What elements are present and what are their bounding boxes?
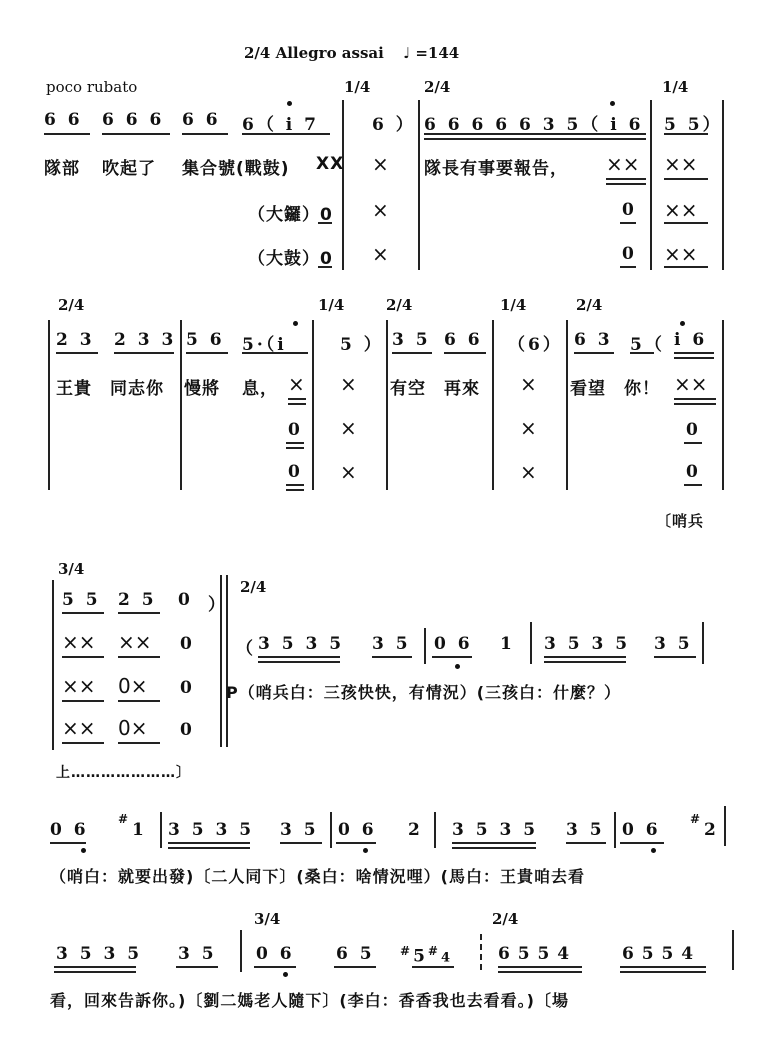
- percussion-x: ××: [62, 630, 96, 654]
- lyric: 隊長有事要報告，: [424, 159, 568, 179]
- rest: 0: [288, 420, 303, 440]
- sharp-accidental: #: [118, 812, 132, 826]
- melody-note-group: 3 5: [392, 330, 431, 350]
- dialogue-text: P（哨兵白：三孩快快，有情況）(三孩白：什麼？）: [226, 683, 622, 702]
- time-signature-header: 2/4 Allegro assai ♩ =144: [244, 44, 460, 62]
- lyric: 有空: [390, 379, 426, 399]
- percussion-x: ×: [340, 372, 357, 396]
- melody-note-group-accidentals: 6 5 5 4: [498, 944, 571, 964]
- time-signature: 3/4: [254, 910, 281, 928]
- melody-note-group: 5 6: [186, 330, 225, 350]
- percussion-x: ×: [288, 372, 305, 396]
- melody-note-group-accidentals: 6 5 5 4: [622, 944, 695, 964]
- melody-note-group: 3 5: [372, 634, 411, 654]
- lyric: 慢將: [184, 379, 220, 399]
- time-signature: 3/4: [58, 560, 85, 578]
- melody-note-group: 0 6: [434, 634, 473, 654]
- lyric: 同志你: [110, 379, 164, 399]
- rest: 0: [622, 244, 637, 264]
- melody-note-group: 6（ i 7: [242, 115, 319, 135]
- lyric: 王貴: [56, 379, 92, 399]
- percussion-x: ×: [520, 460, 537, 484]
- percussion-x: ×: [340, 416, 357, 440]
- rest: 0: [622, 200, 637, 220]
- rest: 0: [288, 462, 303, 482]
- rest: 0: [180, 720, 195, 740]
- percussion-x: ×: [372, 242, 389, 266]
- stage-direction: 〔哨兵: [656, 512, 705, 530]
- rest: 0: [180, 678, 195, 698]
- lyric: 隊部: [44, 159, 80, 179]
- rest: 0: [686, 462, 701, 482]
- melody-note-group: 3 5 3 5: [168, 820, 255, 840]
- melody-note-group: 5·（i: [242, 335, 287, 355]
- melody-note-group: 3 5: [654, 634, 693, 654]
- time-signature: 2/4: [576, 296, 603, 314]
- melody-note: 1: [500, 634, 515, 654]
- melody-note-group: i 6: [674, 330, 708, 350]
- instrument-label-gong: （大鑼）0: [248, 205, 333, 225]
- melody-note: 2: [408, 820, 423, 840]
- melody-note-group: 2 5: [118, 590, 157, 610]
- stage-direction: 上…………………〕: [56, 765, 191, 781]
- time-signature: 1/4: [662, 78, 689, 96]
- melody-note-group: 3 5: [178, 944, 217, 964]
- percussion-x: ×: [520, 416, 537, 440]
- melody-note-group: 5 ）: [340, 335, 384, 355]
- percussion-x: ××: [62, 716, 96, 740]
- melody-note-group: 3 5 3 5: [258, 634, 345, 654]
- melody-note-group: 0 6: [622, 820, 661, 840]
- melody-note-group: 0 6: [50, 820, 89, 840]
- melody-note-group: 5 5）: [664, 115, 723, 135]
- melody-note-group: 3 5 3 5: [452, 820, 539, 840]
- time-signature: 2/4: [58, 296, 85, 314]
- rest: 0: [180, 634, 195, 654]
- melody-note-group: 6 ）: [372, 115, 416, 135]
- lyric: 吹起了: [102, 159, 156, 179]
- time-signature: 1/4: [318, 296, 345, 314]
- time-signature: 2/4: [424, 78, 451, 96]
- paren: （: [236, 639, 256, 659]
- rest: 0: [686, 420, 701, 440]
- lyric: 集合號(戰鼓): [182, 159, 290, 179]
- percussion-x: ×: [340, 460, 357, 484]
- percussion-x: 0×: [118, 716, 148, 740]
- melody-note-group: 3 5: [280, 820, 319, 840]
- melody-note-group: 6 5: [336, 944, 375, 964]
- percussion-x: ××: [118, 630, 152, 654]
- percussion-x: ××: [664, 242, 698, 266]
- percussion-x: ××: [664, 152, 698, 176]
- paren: ）: [208, 595, 228, 615]
- time-signature: 1/4: [500, 296, 527, 314]
- melody-note-group: 6 6: [182, 110, 221, 130]
- time-signature: 2/4: [492, 910, 519, 928]
- dialogue-text: （哨白：就要出發)〔二人同下〕(桑白：啥情況哩）(馬白：王貴咱去看: [50, 867, 585, 886]
- melody-note-group: 0 6: [338, 820, 377, 840]
- melody-note-group: 3 5 3 5: [544, 634, 631, 654]
- melody-note: 2: [704, 820, 719, 840]
- metronome-marking: ♩ =144: [403, 44, 460, 62]
- time-signature: 1/4: [344, 78, 371, 96]
- rest: 0: [178, 590, 193, 610]
- percussion-x: ×: [372, 152, 389, 176]
- tempo-marking: Allegro assai: [275, 44, 384, 62]
- instrument-label-drum: （大鼓）0: [248, 249, 333, 269]
- melody-note-group: 3 5 3 5: [56, 944, 143, 964]
- percussion-x: ×: [372, 198, 389, 222]
- time-signature: 2/4: [240, 578, 267, 596]
- melody-note-group: 0 6: [256, 944, 295, 964]
- expression-marking: poco rubato: [46, 78, 138, 96]
- melody-note-group: 6 6: [444, 330, 483, 350]
- lyric: 看望: [570, 379, 606, 399]
- melody-note-group: 6 6: [44, 110, 83, 130]
- percussion-x: ×: [520, 372, 537, 396]
- percussion-x: ××: [664, 198, 698, 222]
- melody-note-group: 3 5: [566, 820, 605, 840]
- lyric: 息，: [242, 379, 278, 399]
- melody-note-group: 5（: [630, 335, 665, 355]
- percussion-x: 0×: [118, 674, 148, 698]
- percussion-x: ××: [674, 372, 708, 396]
- melody-note: 1: [132, 820, 147, 840]
- percussion-x: XX: [316, 154, 345, 174]
- sharp-accidental: #: [690, 812, 704, 826]
- melody-note-group: 5 5: [62, 590, 101, 610]
- lyric: 再來: [444, 379, 480, 399]
- percussion-x: ××: [606, 152, 640, 176]
- melody-note-group: 6 6 6 6 6 3 5（ i 6: [424, 115, 644, 135]
- melody-note-group: #5#4: [400, 944, 454, 967]
- melody-note-group: 6 6 6: [102, 110, 165, 130]
- melody-note-group: 2 3: [56, 330, 95, 350]
- dialogue-text: 看，回來告訴你。)〔劉二媽老人隨下〕(李白：香香我也去看看。)〔場: [50, 991, 569, 1010]
- lyric: 你！: [624, 379, 660, 399]
- melody-note-group: （6）: [508, 335, 563, 355]
- time-signature: 2/4: [386, 296, 413, 314]
- percussion-x: ××: [62, 674, 96, 698]
- melody-note-group: 6 3: [574, 330, 613, 350]
- melody-note-group: 2 3 3: [114, 330, 177, 350]
